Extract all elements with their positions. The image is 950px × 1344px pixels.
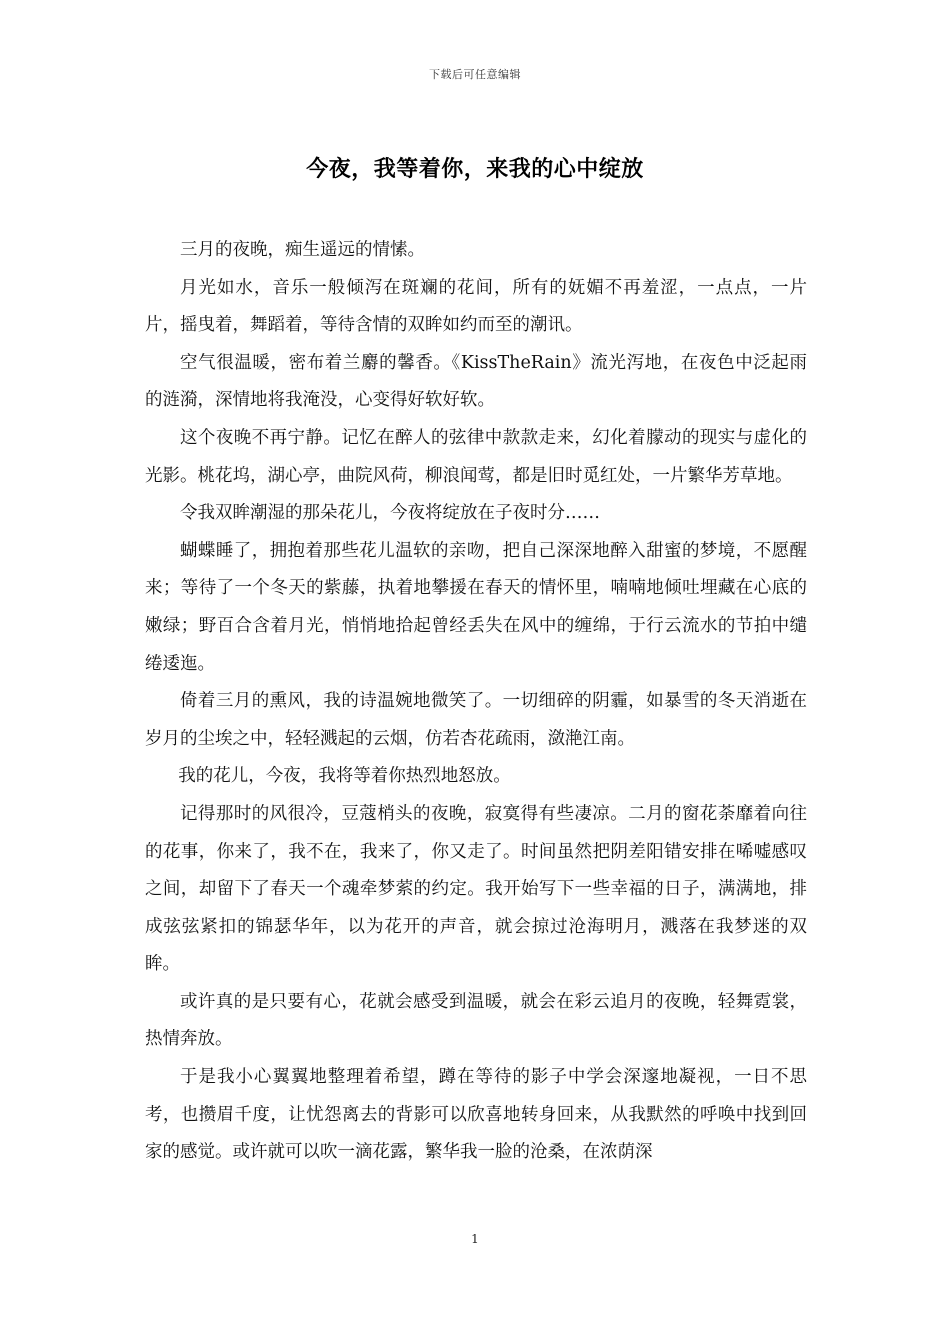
paragraph: 倚着三月的熏风，我的诗温婉地微笑了。一切细碎的阴霾，如暴雪的冬天消逝在岁月的尘埃之中，轻轻溅起的云烟，仿若杏花疏雨，潋滟江南。 bbox=[145, 691, 807, 749]
page-title: 今夜，我等着你，来我的心中绽放 bbox=[306, 157, 644, 182]
header-note: 下载后可任意编辑 bbox=[429, 68, 521, 81]
paragraph: 三月的夜晚，痴生遥远的情愫。 bbox=[180, 240, 425, 260]
paragraph: 月光如水，音乐一般倾泻在斑斓的花间，所有的妩媚不再羞涩，一点点，一片片，摇曳着，舞蹈着，等待含情的双眸如约而至的潮讯。 bbox=[145, 277, 807, 336]
paragraph: 空气很温暖，密布着兰麝的馨香。《KissTheRain》流光泻地，在夜色中泛起雨的涟漪，深情地将我淹没，心变得好软好软。 bbox=[145, 352, 807, 411]
paragraph: 这个夜晚不再宁静。记忆在醉人的弦律中款款走来，幻化着朦动的现实与虚化的光影。桃花坞，湖心亭，曲院风荷，柳浪闻莺，都是旧时觅红处，一片繁华芳草地。 bbox=[145, 427, 807, 486]
article-body bbox=[145, 232, 807, 1172]
paragraph: 记得那时的风很冷，豆蔻梢头的夜晚，寂寞得有些凄凉。二月的窗花荼靡着向往的花事，你来了，我不在，我来了，你又走了。时间虽然把阴差阳错安排在唏嘘感叹之间，却留下了春天一个魂牵梦萦的约定。我开始写下一些幸福的日子，满满地，排成弦弦紧扣的锦瑟华年，以为花开的声音，就会掠过沧海明月，溅落在我梦迷的双眸。 bbox=[145, 803, 807, 975]
paragraph: 于是我小心翼翼地整理着希望，蹲在等待的影子中学会深邃地凝视，一日不思考，也攒眉千度，让忧怨离去的背影可以欣喜地转身回来，从我默然的呼唤中找到回家的感觉。或许就可以吹一滴花露，繁华我一脸的沧桑，在浓荫深 bbox=[145, 1067, 807, 1163]
paragraph: 令我双眸潮湿的那朵花儿，今夜将绽放在子夜时分…… bbox=[180, 503, 600, 524]
paragraph: 我的花儿，今夜，我将等着你热烈地怒放。 bbox=[178, 766, 511, 787]
page-number: 1 bbox=[471, 1232, 479, 1246]
paragraph: 或许真的是只要有心，花就会感受到温暖，就会在彩云追月的夜晚，轻舞霓裳，热情奔放。 bbox=[145, 991, 807, 1050]
paragraph: 蝴蝶睡了，拥抱着那些花儿温软的亲吻，把自己深深地醉入甜蜜的梦境，不愿醒来；等待了一个冬天的紫藤，执着地攀援在春天的情怀里，喃喃地倾吐埋藏在心底的嫩绿；野百合含着月光，悄悄地拾起曾经丢失在风中的缠绵，于行云流水的节拍中缱绻逶迤。 bbox=[145, 540, 807, 674]
